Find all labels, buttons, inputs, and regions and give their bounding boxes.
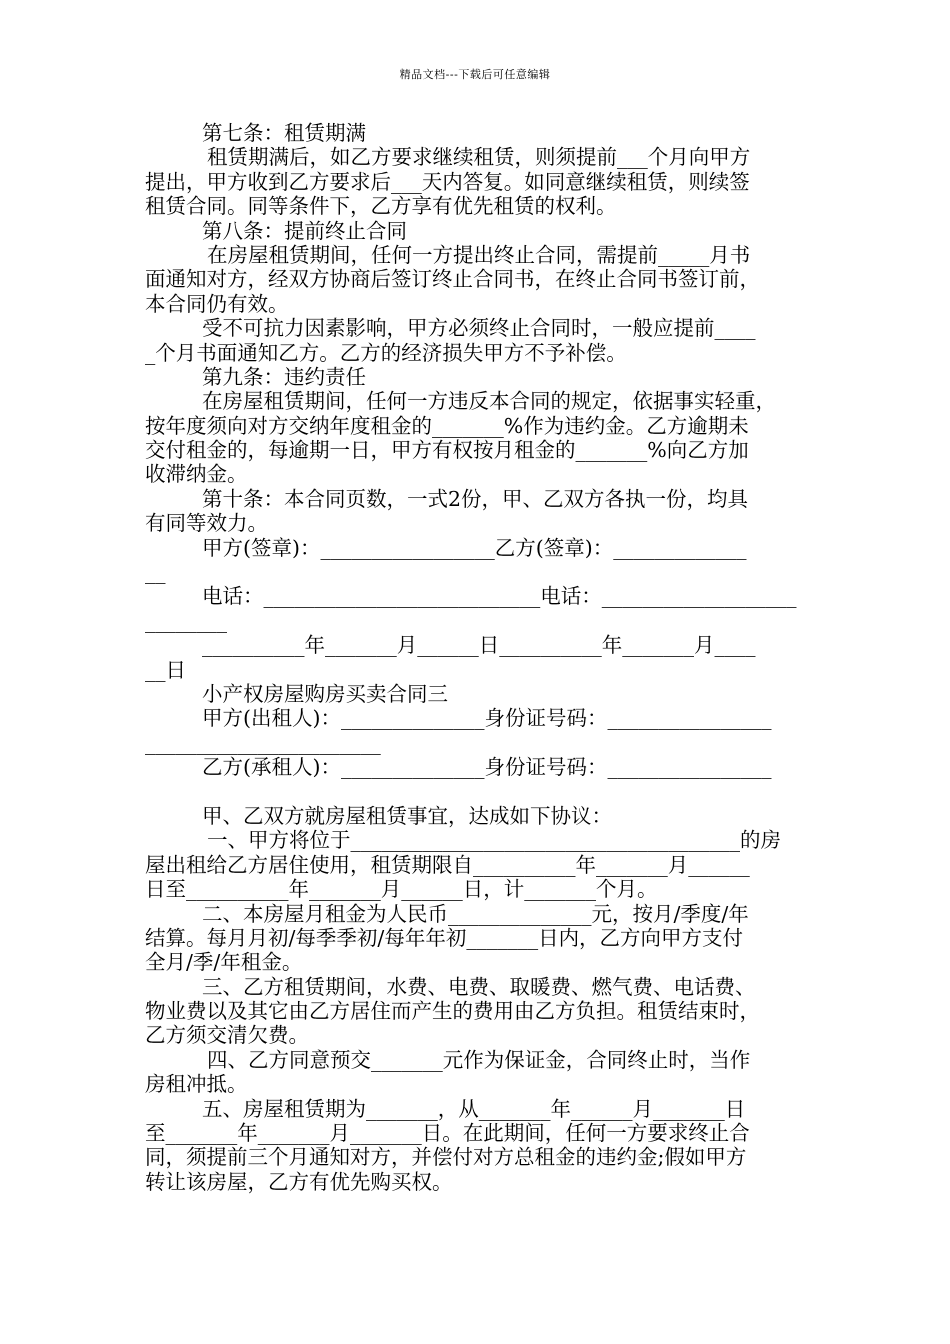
clause-1-line: 一、甲方将位于______________________________________的房 <box>207 828 781 853</box>
contract-three-title: 小产权房屋购房买卖合同三 <box>202 681 448 706</box>
party-b-line: 乙方(承租人)：______________身份证号码：________________ <box>202 755 772 780</box>
paragraph-line: 受不可抗力因素影响，甲方必须终止合同时，一般应提前____ <box>202 316 756 341</box>
paragraph-line: 有同等效力。 <box>145 511 268 536</box>
article-7-heading: 第七条：租赁期满 <box>202 121 366 145</box>
paragraph-line: 租赁期满后，如乙方要求继续租赁，则须提前___个月向甲方 <box>207 145 751 170</box>
clause-2-line: 二、本房屋月租金为人民币______________元，按月/季度/年 <box>202 901 749 926</box>
paragraph-line: _个月书面通知乙方。乙方的经济损失甲方不予补偿。 <box>145 340 627 365</box>
paragraph-line: 收滞纳金。 <box>145 462 248 487</box>
article-9-heading: 第九条：违约责任 <box>202 364 366 389</box>
paragraph-line: 物业费以及其它由乙方居住而产生的费用由乙方负担。租赁结束时， <box>145 999 760 1024</box>
paragraph-line: 房租冲抵。 <box>145 1072 248 1097</box>
paragraph-line: 按年度须向对方交纳年度租金的_______%作为违约金。乙方逾期未 <box>145 413 749 438</box>
paragraph-line: 提出，甲方收到乙方要求后___天内答复。如同意继续租赁，则续签 <box>145 169 750 194</box>
signature-line: 甲方(签章)：_________________乙方(签章)：_____________ <box>202 535 747 560</box>
paragraph-line: 在房屋租赁期间，任何一方提出终止合同，需提前_____月书 <box>207 242 751 267</box>
paragraph-line: 本合同仍有效。 <box>145 291 289 316</box>
paragraph-line: 全月/季/年租金。 <box>145 950 303 975</box>
phone-line-continued: ________ <box>145 608 227 633</box>
signature-line-continued: __ <box>145 560 166 585</box>
paragraph-line: 屋出租给乙方居住使用，租赁期限自__________年_______月______ <box>145 852 750 877</box>
phone-line: 电话：___________________________电话：___________________ <box>202 584 797 609</box>
page-header: 精品文档---下载后可任意编辑 <box>399 68 551 81</box>
paragraph-line: 在房屋租赁期间，任何一方违反本合同的规定，依据事实轻重， <box>202 389 776 414</box>
clause-3-line: 三、乙方租赁期间，水费、电费、取暖费、燃气费、电话费、 <box>202 974 756 999</box>
date-line-continued: __日 <box>145 657 186 682</box>
party-a-line: 甲方(出租人)：______________身份证号码：________________ <box>202 706 772 731</box>
document-body <box>145 121 810 1194</box>
paragraph-line: 结算。每月月初/每季季初/每年年初_______日内，乙方向甲方支付 <box>145 925 744 950</box>
paragraph-line: 租赁合同。同等条件下，乙方享有优先租赁的权利。 <box>145 194 617 219</box>
paragraph-line: 乙方须交清欠费。 <box>145 1023 309 1048</box>
article-10-line: 第十条：本合同页数，一式2份，甲、乙双方各执一份，均具 <box>202 486 749 511</box>
paragraph-line: 至_______年_______月_______日。在此期间，任何一方要求终止合 <box>145 1121 750 1146</box>
date-line: __________年_______月______日__________年_______月____ <box>202 633 756 658</box>
clause-4-line: 四、乙方同意预交_______元作为保证金，合同终止时，当作 <box>207 1047 751 1072</box>
paragraph-line: 同，须提前三个月通知对方，并偿付对方总租金的违约金;假如甲方 <box>145 1145 747 1170</box>
agreement-intro: 甲、乙双方就房屋租赁事宜，达成如下协议： <box>202 803 612 828</box>
paragraph-line: 交付租金的，每逾期一日，甲方有权按月租金的_______%向乙方加 <box>145 438 749 463</box>
clause-5-line: 五、房屋租赁期为_______，从_______年______月_______日 <box>202 1096 746 1121</box>
paragraph-line: 转让该房屋，乙方有优先购买权。 <box>145 1169 453 1194</box>
article-8-heading: 第八条：提前终止合同 <box>202 218 407 243</box>
paragraph-line: 面通知对方，经双方协商后签订终止合同书，在终止合同书签订前， <box>145 267 760 292</box>
blank-line <box>145 780 810 804</box>
paragraph-line: 日至__________年_______月______日，计_______个月。 <box>145 877 658 902</box>
party-a-line-continued: _______________________ <box>145 730 381 755</box>
